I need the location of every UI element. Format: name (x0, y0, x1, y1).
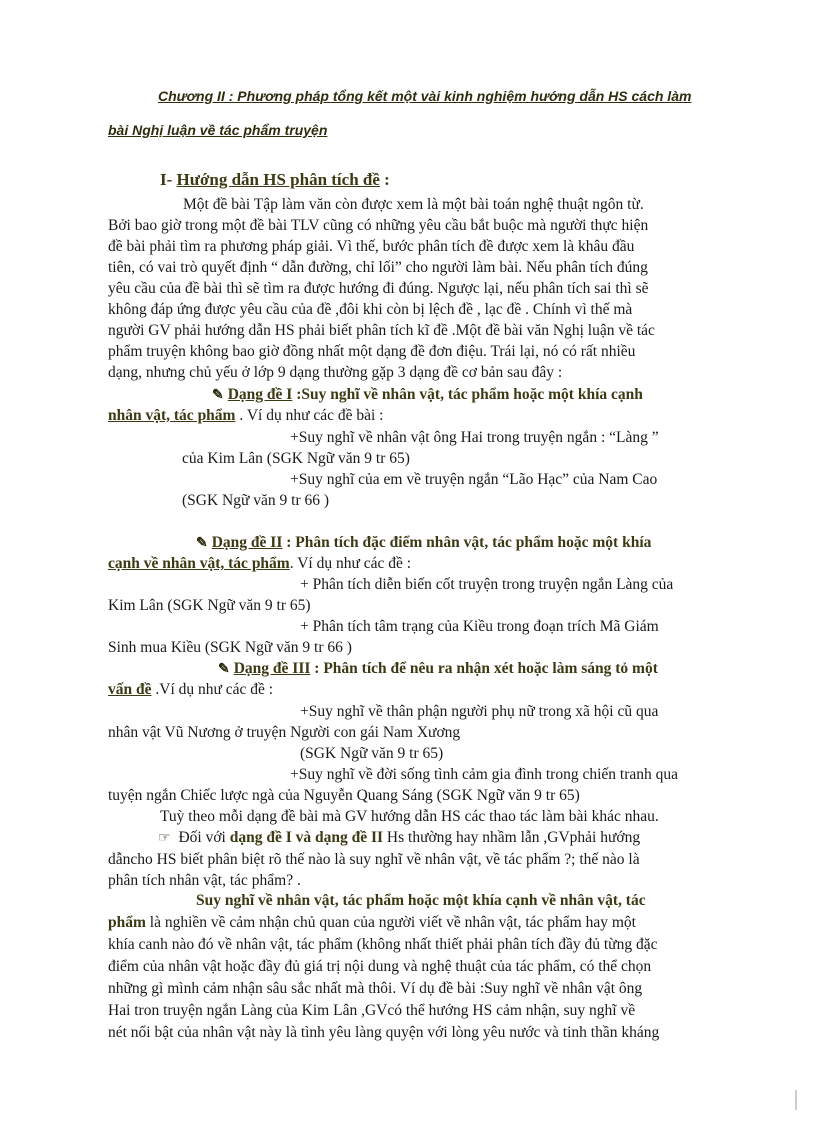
note-bold: dạng đề I và dạng đề II (229, 829, 384, 846)
type2-example: Kim Lân (SGK Ngữ văn 9 tr 65) (108, 597, 311, 614)
section-title: Hướng dẫn HS phân tích đề (176, 170, 380, 189)
type1-heading-text: :Suy nghĩ về nhân vật, tác phẩm hoặc một khía cạnh (292, 386, 643, 403)
type3-heading-text: : Phân tích để nêu ra nhận xét hoặc làm sáng tỏ một (310, 660, 658, 677)
intro-line: phẩm truyện không bao giờ đồng nhất một dạng đề đơn điệu. Trái lại, nó có rất nhiều (108, 343, 636, 360)
type2-heading-line2 (108, 554, 411, 574)
intro-line: yêu cầu của đề bài thì sẽ tìm ra được hướng đi đúng. Ngược lại, nếu phân tích sai thì sẽ (108, 280, 649, 297)
type2-example: + Phân tích diễn biến cốt truyện trong truyện ngắn Làng của (300, 576, 674, 593)
note-line: dẫncho HS biết phân biệt rõ thế nào là suy nghĩ về nhân vật, về tác phẩm ?; thế nào là (108, 851, 640, 868)
pencil-icon: ✎ (196, 536, 208, 551)
type3-example: (SGK Ngữ văn 9 tr 65) (300, 745, 444, 762)
type1-heading-line2 (108, 406, 383, 426)
para2-line (108, 913, 636, 933)
type3-heading (218, 659, 658, 680)
section-suffix: : (379, 170, 390, 189)
type2-heading2: cạnh về nhân vật, tác phẩm (108, 555, 290, 572)
type1-heading2: nhân vật, tác phẩm (108, 407, 236, 424)
para2-line: nét nổi bật của nhân vật này là tình yêu làng quyện với lòng yêu nước và tinh thần kháng (108, 1024, 660, 1041)
para2-line: Hai tron truyện ngắn Làng của Kim Lân ,GVcó thể hướng HS cảm nhận, suy nghĩ về (108, 1002, 636, 1019)
section-prefix: I- (160, 170, 177, 189)
type3-heading-line2 (108, 680, 273, 700)
intro-line: Một đề bài Tập làm văn còn được xem là một bài toán nghệ thuật ngôn từ. (183, 196, 644, 213)
chapter-title-line2: bài Nghị luận về tác phẩm truyện (108, 122, 328, 138)
para2-line: khía canh nào đó về nhân vật, tác phẩm (không nhất thiết phải phân tích đầy đủ từng đặc (108, 936, 658, 953)
summary-line: Tuỳ theo mỗi dạng đề bài mà GV hướng dẫn HS các thao tác làm bài khác nhau. (160, 808, 659, 825)
crop-mark (786, 1090, 806, 1110)
note-pre: Đối với (178, 829, 230, 846)
type1-heading (212, 385, 643, 406)
section-heading (160, 170, 390, 190)
type3-example: nhân vật Vũ Nương ở truyện Người con gái Nam Xương (108, 724, 461, 741)
pencil-icon: ✎ (212, 388, 224, 403)
type3-example: +Suy nghĩ về thân phận người phụ nữ trong xã hội cũ qua (300, 703, 659, 720)
intro-line: không đáp ứng được yêu cầu của đề ,đôi khi còn bị lệch đề , lạc đề . Chính vì thế mà (108, 301, 633, 318)
intro-line: Bởi bao giờ trong một đề bài TLV cũng có những yêu cầu bắt buộc mà người thực hiện (108, 217, 649, 234)
para2-bold2: phẩm (108, 914, 146, 931)
pointing-hand-icon: ☞ (158, 831, 171, 846)
type2-heading-text: : Phân tích đặc điểm nhân vật, tác phẩm hoặc một khía (282, 534, 652, 551)
type1-tail: . Ví dụ như các đề bài : (235, 407, 384, 424)
type2-label: Dạng đề II (211, 534, 283, 551)
type3-tail: .Ví dụ như các đề : (151, 681, 274, 698)
chapter-title-line1: Chương II : Phương pháp tổng kết một vài kinh nghiệm hướng dẫn HS cách làm (158, 88, 692, 104)
type2-tail: . Ví dụ như các đề : (289, 555, 412, 572)
type3-example: tuyện ngắn Chiếc lược ngà của Nguyễn Quang Sáng (SGK Ngữ văn 9 tr 65) (108, 787, 580, 804)
type2-example: + Phân tích tâm trạng của Kiều trong đoạn trích Mã Giám (300, 618, 659, 635)
type1-example: +Suy nghĩ của em về truyện ngắn “Lão Hạc” của Nam Cao (290, 471, 658, 488)
intro-line: dạng, nhưng chủ yếu ở lớp 9 dạng thường gặp 3 dạng đề cơ bản sau đây : (108, 364, 563, 381)
type3-example: +Suy nghĩ về đời sống tình cảm gia đình trong chiến tranh qua (290, 766, 679, 783)
type1-label: Dạng đề I (227, 386, 293, 403)
pencil-icon: ✎ (218, 662, 230, 677)
intro-line: đề bài phải tìm ra phương pháp giải. Vì thế, bước phân tích đề được xem là khâu đầu (108, 238, 635, 255)
para2-rest: là nghiền về cảm nhận chủ quan của người viết về nhân vật, tác phẩm hay một (145, 914, 636, 931)
intro-line: người GV phải hướng dẫn HS phải biết phân tích kĩ đề .Một đề bài văn Nghị luận về tác (108, 322, 655, 339)
note-post: Hs thường hay nhầm lẫn ,GVphải hướng (383, 829, 641, 846)
type3-label: Dạng đề III (233, 660, 311, 677)
note-line (158, 828, 640, 849)
type1-example: của Kim Lân (SGK Ngữ văn 9 tr 65) (182, 450, 410, 467)
type1-example: +Suy nghĩ về nhân vật ông Hai trong truyện ngắn : “Làng ” (290, 429, 659, 446)
note-line: phân tích nhân vật, tác phẩm? . (108, 872, 301, 889)
para2-line: những gì mình cảm nhận sâu sắc nhất mà thôi. Ví dụ đề bài :Suy nghĩ về nhân vật ông (108, 980, 643, 997)
intro-line: tiên, có vai trò quyết định “ dẫn đường, chỉ lối” cho người làm bài. Nếu phân tích đúng (108, 259, 648, 276)
para2-bold-line: Suy nghĩ về nhân vật, tác phẩm hoặc một khía cạnh về nhân vật, tác (196, 892, 646, 909)
type2-example: Sinh mua Kiều (SGK Ngữ văn 9 tr 66 ) (108, 639, 352, 656)
type1-example: (SGK Ngữ văn 9 tr 66 ) (182, 492, 330, 509)
para2-line: điểm của nhân vật hoặc đầy đủ giá trị nội dung và nghệ thuật của tác phẩm, có thể chọn (108, 958, 652, 975)
type2-heading (196, 533, 651, 554)
type3-heading2: vấn đề (108, 681, 152, 698)
